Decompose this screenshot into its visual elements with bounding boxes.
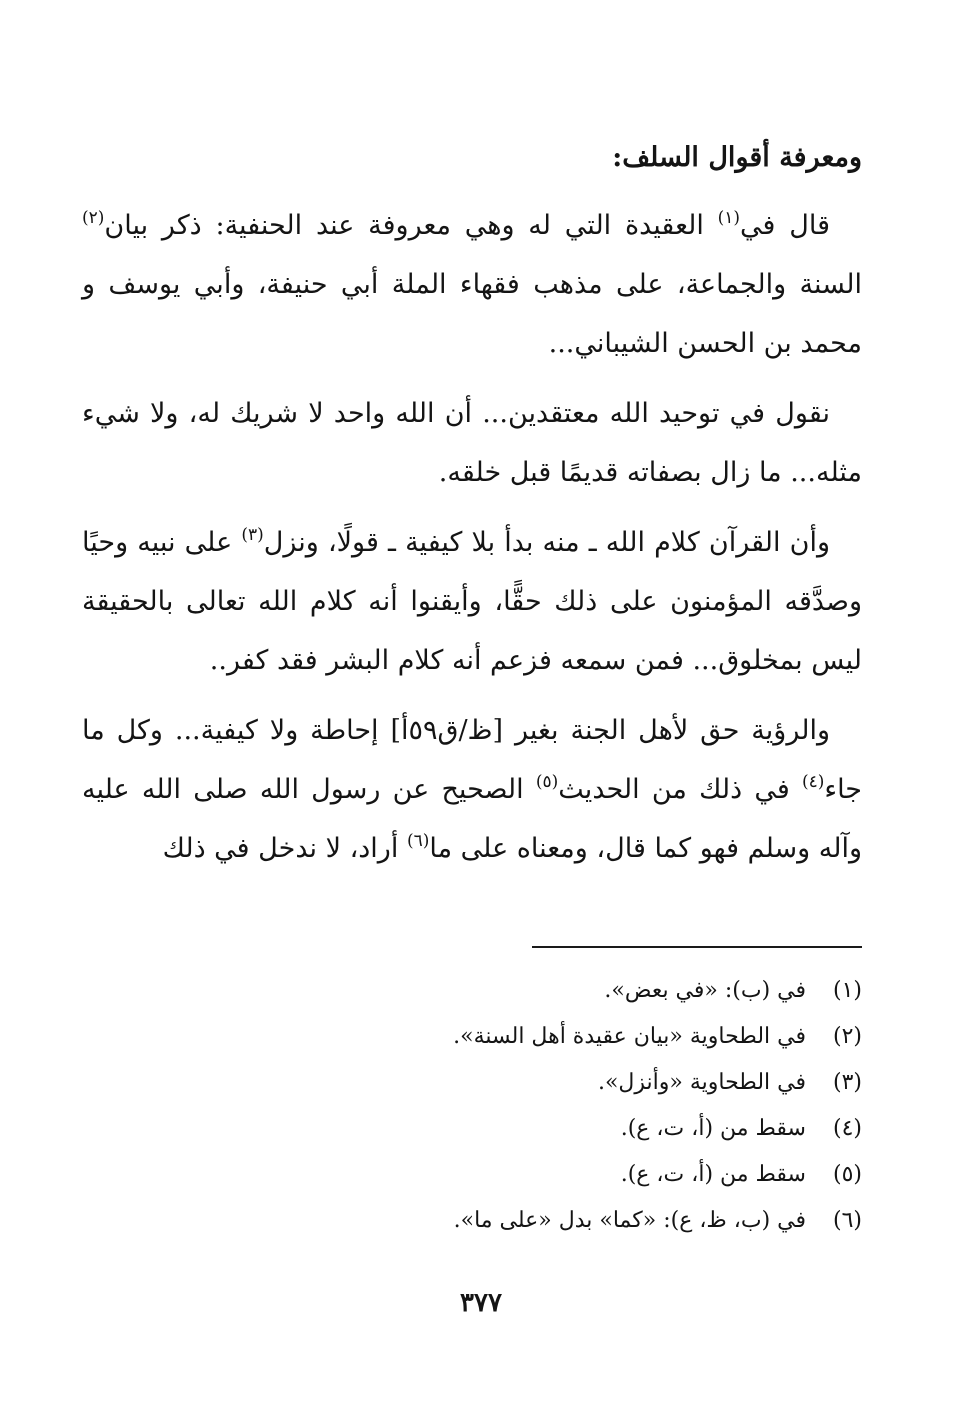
text-segment: في ذلك من الحديث xyxy=(558,774,802,805)
footnotes xyxy=(82,968,862,1244)
paragraph-2 xyxy=(82,384,862,502)
text-segment: أراد، لا ندخل في ذلك xyxy=(162,833,407,864)
footnote-text: في الطحاوية «وأنزل». xyxy=(597,1070,806,1095)
footnote-marker: (٢) xyxy=(82,208,105,228)
text-segment: على نبيه وحيًا وصدَّقه المؤمنون على ذلك حقًّا، وأيقنوا أنه كلام الله تعالى بالحقيقة ليس بمخلوق... فمن سمعه فزعم أنه كلام البشر فقد كفر.. xyxy=(82,527,862,676)
footnote-text: في الطحاوية «بيان عقيدة أهل السنة». xyxy=(453,1024,806,1049)
main-text xyxy=(82,128,862,889)
text-segment: وأن القرآن كلام الله ـ منه بدأ بلا كيفية ـ قولًا، ونزل xyxy=(263,527,830,558)
text-segment: والرؤية حق لأهل الجنة بغير [ظ/ق٥٩أ] إحاطة ولا كيفية... وكل ما جاء xyxy=(82,715,862,805)
footnote-text: سقط من (أ، ت، ع). xyxy=(620,1116,806,1141)
footnote-text: سقط من (أ، ت، ع). xyxy=(620,1162,806,1187)
footnote-separator xyxy=(532,946,862,948)
footnote-3 xyxy=(82,1060,862,1106)
footnote-number: (٢) xyxy=(832,1024,862,1049)
paragraph-4 xyxy=(82,701,862,878)
footnote-marker: (٦) xyxy=(406,831,430,851)
footnote-5 xyxy=(82,1152,862,1198)
text-segment: الصحيح عن رسول الله صلى الله عليه وآله وسلم فهو كما قال، ومعناه على ما xyxy=(82,774,862,864)
text-segment: نقول في توحيد الله معتقدين... أن الله واحد لا شريك له، ولا شيء مثله... ما زال بصفاته قديمًا قبل خلقه. xyxy=(82,398,862,488)
footnote-number: (٥) xyxy=(832,1162,862,1187)
paragraph-1 xyxy=(82,196,862,373)
paragraph-3 xyxy=(82,513,862,690)
footnote-text: في (ب، ظ، ع): «كما» بدل «على ما». xyxy=(453,1208,806,1233)
footnote-text: في (ب): «في بعض». xyxy=(604,978,806,1003)
footnote-marker: (٥) xyxy=(535,772,559,792)
footnote-marker: (٤) xyxy=(801,772,825,792)
page-number: ٣٧٧ xyxy=(460,1288,502,1318)
footnote-4 xyxy=(82,1106,862,1152)
footnote-marker: (٣) xyxy=(241,525,264,545)
footnote-number: (٦) xyxy=(832,1208,862,1233)
footnote-2 xyxy=(82,1014,862,1060)
footnote-marker: (١) xyxy=(717,208,741,228)
footnote-6 xyxy=(82,1198,862,1244)
footnote-number: (١) xyxy=(832,978,862,1003)
footnote-number: (٣) xyxy=(832,1070,862,1095)
section-heading: ومعرفة أقوال السلف: xyxy=(612,142,862,173)
footnote-number: (٤) xyxy=(832,1116,862,1141)
text-segment: العقيدة التي له وهي معروفة عند الحنفية: ذكر بيان xyxy=(104,210,718,241)
paragraphs xyxy=(82,196,862,878)
text-segment: السنة والجماعة، على مذهب فقهاء الملة أبي حنيفة، وأبي يوسف و محمد بن الحسن الشيباني... xyxy=(82,269,862,359)
footnote-1 xyxy=(82,968,862,1014)
text-segment: قال في xyxy=(740,210,830,241)
